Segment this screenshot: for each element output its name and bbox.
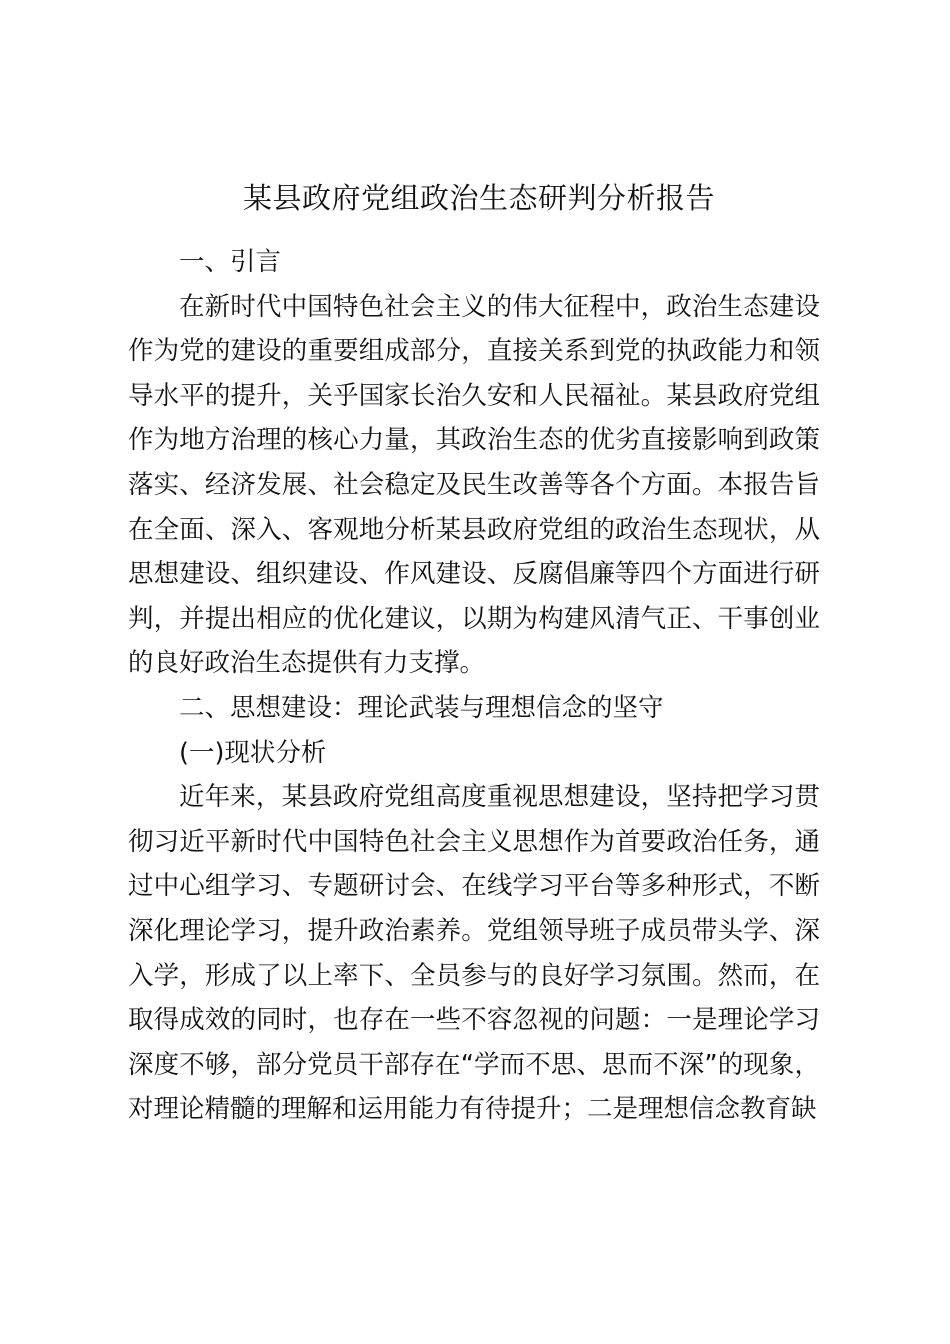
section-heading-introduction: 一、引言 (179, 247, 282, 277)
subsection-heading-status-analysis: (一)现状分析 (179, 737, 327, 768)
paragraph-status-analysis: 近年来，某县政府党组高度重视思想建设，坚持把学习贯彻习近平新时代中国特色社会主义思想作为首要政治任务，通过中心组学习、专题研讨会、在线学习平台等多种形式，不断深化理论学习，提升政治素养。党组领导班子成员带头学、深入学，形成了以上率下、全员参与的良好学习氛围。然而，在取得成效的同时，也存在一些不容忽视的问题：一是理论学习深度不够，部分党员干部存在“学而不思、思而不深”的现象，对理论精髓的理解和运用能力有待提升；二是理想信念教育缺 (128, 782, 820, 1125)
document-title: 某县政府党组政治生态研判分析报告 (242, 181, 715, 215)
section-heading-ideological-building: 二、思想建设：理论武装与理想信念的坚守 (179, 692, 664, 723)
document-body (128, 240, 820, 1132)
paragraph-introduction: 在新时代中国特色社会主义的伟大征程中，政治生态建设作为党的建设的重要组成部分，直接关系到党的执政能力和领导水平的提升，关乎国家长治久安和人民福祉。某县政府党组作为地方治理的核心力量，其政治生态的优劣直接影响到政策落实、经济发展、社会稳定及民生改善等各个方面。本报告旨在全面、深入、客观地分析某县政府党组的政治生态现状，从思想建设、组织建设、作风建设、反腐倡廉等四个方面进行研判，并提出相应的优化建议，以期为构建风清气正、干事创业的良好政治生态提供有力支撑。 (128, 291, 820, 679)
